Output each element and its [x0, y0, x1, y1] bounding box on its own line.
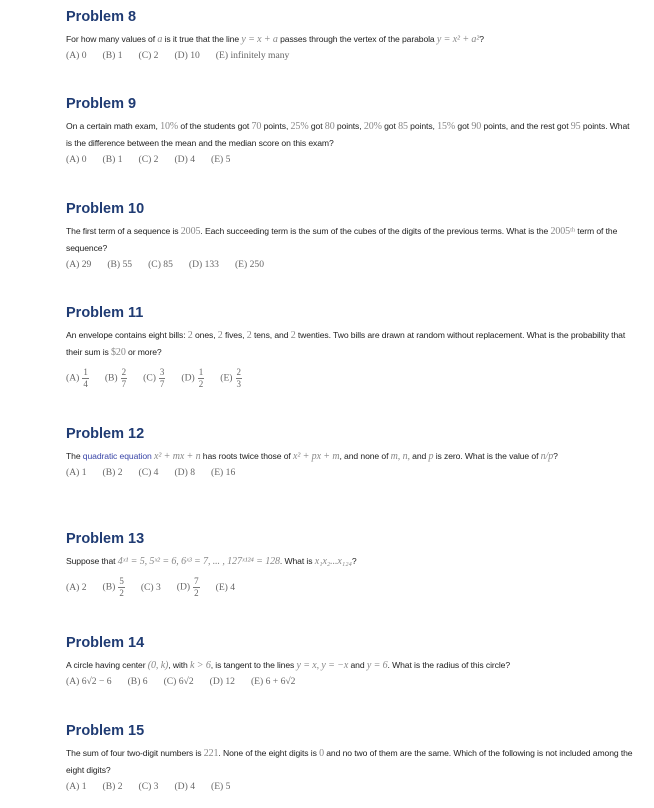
fraction-numerator: 3: [159, 367, 165, 377]
problem-15: [66, 722, 636, 795]
fraction-denominator: 7: [121, 379, 127, 389]
problem-8: [66, 8, 636, 64]
fraction-denominator: 2: [194, 588, 199, 598]
problem-title: Problem 10: [66, 201, 145, 217]
statement-text: got: [381, 121, 399, 131]
answer-choice[interactable]: (E) 4: [215, 581, 236, 593]
answer-choice[interactable]: (D) 4: [174, 781, 195, 792]
answer-choice[interactable]: (E) 16: [211, 467, 236, 478]
answer-choice[interactable]: (A) 2: [66, 581, 87, 593]
problem-title: Problem 9: [66, 96, 137, 112]
answer-choice[interactable]: (A) 1: [66, 781, 87, 792]
quadratic-equation-link[interactable]: quadratic equation: [82, 451, 152, 461]
math-number: 90: [471, 121, 482, 132]
answer-choice[interactable]: (B) 1: [102, 154, 123, 165]
statement-text: Suppose that: [66, 556, 118, 566]
fraction: [118, 576, 125, 599]
choice-label: (D): [181, 372, 195, 384]
problem-title: Problem 11: [66, 305, 144, 321]
math-expression: y = x, y = −x: [296, 660, 349, 671]
statement-text: The sum of four two-digit numbers is: [66, 748, 204, 758]
math-expression: m, n,: [390, 451, 410, 462]
problem-11: [66, 304, 636, 390]
answer-choice[interactable]: (A) 1: [66, 467, 87, 478]
answer-choice[interactable]: (B) 1: [102, 50, 123, 61]
statement-text: The first term of a sequence is: [66, 226, 181, 236]
answer-choice[interactable]: (A) 0: [66, 154, 87, 165]
math-number: 20%: [363, 121, 382, 132]
answer-choice[interactable]: (C) 2: [138, 154, 159, 165]
statement-text: . What is: [279, 556, 315, 566]
statement-text: tens, and: [251, 330, 291, 340]
answer-choice[interactable]: (D) 10: [174, 50, 200, 61]
statement-text: For how many values of: [66, 34, 158, 44]
math-expression: x₁x₂...x₁₂₄: [314, 556, 352, 567]
answer-choice[interactable]: (E) 6 + 6√2: [250, 676, 296, 687]
statement-text: and: [348, 660, 367, 670]
math-expression: (0, k): [147, 660, 169, 671]
math-number: 25%: [290, 121, 309, 132]
statement-text: ?: [553, 451, 558, 461]
math-expression: y = x² + a²: [436, 34, 480, 45]
answer-choice[interactable]: (E) 5: [211, 781, 231, 792]
fraction: [193, 576, 200, 599]
answer-choice[interactable]: (E) 250: [234, 259, 265, 270]
math-expression: k > 6: [190, 660, 211, 671]
statement-text: . None of the eight digits is: [218, 748, 320, 758]
answer-choices: [66, 152, 636, 168]
statement-text: , and none of: [339, 451, 391, 461]
problem-title: Problem 15: [66, 723, 145, 739]
fraction: [159, 367, 166, 390]
answer-choice[interactable]: (C) 3: [140, 581, 161, 593]
math-expression: 4ˣ¹ = 5, 5ˣ² = 6, 6ˣ³ = 7, ... , 127ˣ¹²⁴ = 128: [117, 556, 280, 567]
answer-choice[interactable]: (A) 6√2 − 6: [66, 676, 112, 687]
answer-choice[interactable]: (C) 2: [138, 50, 159, 61]
answer-choice[interactable]: (E) infinitely many: [215, 50, 290, 61]
answer-choice[interactable]: [143, 367, 165, 390]
problem-10: [66, 200, 636, 273]
problem-statement: [66, 553, 636, 570]
math-expression: n/p: [540, 451, 554, 462]
answer-choice[interactable]: [105, 367, 127, 390]
math-expression: x² + mx + n: [154, 451, 201, 462]
math-number: 2: [187, 330, 193, 341]
fraction: [121, 367, 128, 390]
choice-label: (B): [102, 581, 116, 593]
statement-text: The: [66, 451, 83, 461]
answer-choices: [66, 674, 636, 690]
statement-text: passes through the vertex of the parabola: [277, 34, 437, 44]
fraction-numerator: 7: [194, 576, 199, 586]
fraction-denominator: 4: [83, 379, 88, 389]
math-number: 10%: [160, 121, 179, 132]
math-number: $20: [111, 347, 126, 358]
math-expression: y = x + a: [241, 34, 278, 45]
answer-choice[interactable]: (D) 8: [174, 467, 195, 478]
problem-statement: [66, 448, 636, 465]
statement-text: On a certain math exam,: [66, 121, 161, 131]
statement-text: , is tangent to the lines: [210, 660, 297, 670]
choice-label: (E): [220, 372, 233, 384]
answer-choice[interactable]: [177, 576, 200, 599]
statement-text: A circle having center: [66, 660, 148, 670]
answer-choice[interactable]: (B) 2: [102, 467, 123, 478]
answer-choices: [66, 576, 636, 599]
math-number: 80: [324, 121, 335, 132]
fraction: [198, 367, 205, 390]
answer-choice[interactable]: (A) 29: [66, 259, 92, 270]
problem-9: [66, 95, 636, 168]
statement-text: points,: [407, 121, 438, 131]
math-number: 2005ᵗʰ: [550, 226, 576, 237]
answer-choices: [66, 779, 636, 795]
problem-statement: [66, 31, 636, 48]
answer-choice[interactable]: (B) 55: [107, 259, 133, 270]
statement-text: got: [455, 121, 472, 131]
fraction-numerator: 1: [198, 367, 204, 377]
answer-choice[interactable]: (D) 12: [209, 676, 235, 687]
statement-text: points,: [261, 121, 291, 131]
answer-choice[interactable]: [181, 367, 204, 390]
math-number: 95: [570, 121, 581, 132]
statement-text: points, and the rest got: [481, 121, 571, 131]
fraction: [82, 367, 89, 390]
statement-text: term of the sequence?: [66, 226, 618, 253]
statement-text: is zero. What is the value of: [433, 451, 541, 461]
choice-label: (D): [176, 581, 191, 593]
statement-text: ?: [351, 556, 357, 566]
math-expression: x² + px + m: [292, 451, 340, 462]
math-expression: a: [157, 34, 163, 45]
problem-14: [66, 634, 636, 690]
fraction-denominator: 3: [236, 379, 241, 389]
statement-text: twenties. Two bills are drawn at random without replacement. What is the probability that their sum is: [66, 330, 626, 357]
problem-statement: [66, 118, 636, 152]
fraction: [236, 367, 243, 390]
problem-12: [66, 425, 636, 481]
statement-text: got: [308, 121, 325, 131]
math-number: 2: [246, 330, 252, 341]
problem-title: Problem 13: [66, 531, 145, 547]
statement-text: and no two of them are the same. Which of the following is not included among the eight digits?: [66, 748, 633, 775]
statement-text: and: [409, 451, 429, 461]
choice-label: (C): [143, 372, 156, 384]
problem-statement: [66, 745, 636, 779]
statement-text: fives,: [222, 330, 247, 340]
fraction-numerator: 5: [119, 576, 124, 586]
answer-choice[interactable]: (C) 4: [138, 467, 159, 478]
math-expression: y = 6: [366, 660, 388, 671]
answer-choices: [66, 48, 636, 64]
statement-text: has roots twice those of: [200, 451, 293, 461]
statement-text: of the students got: [178, 121, 252, 131]
fraction-denominator: 2: [198, 379, 204, 389]
problem-title: Problem 12: [66, 426, 145, 442]
answer-choice[interactable]: (D) 4: [174, 154, 195, 165]
statement-text: points,: [334, 121, 364, 131]
choice-label: (B): [104, 372, 118, 384]
math-number: 0: [319, 748, 324, 759]
statement-text: , with: [168, 660, 191, 670]
fraction-numerator: 2: [236, 367, 241, 377]
math-number: 221: [203, 748, 219, 759]
answer-choice[interactable]: (B) 2: [102, 781, 123, 792]
math-number: 2: [217, 330, 223, 341]
answer-choice[interactable]: (E) 5: [211, 154, 231, 165]
problem-title: Problem 8: [66, 9, 137, 25]
statement-text: or more?: [125, 347, 162, 357]
answer-choice[interactable]: [66, 367, 89, 390]
answer-choice[interactable]: (C) 3: [138, 781, 159, 792]
answer-choices: [66, 257, 636, 273]
answer-choice[interactable]: (B) 6: [127, 676, 148, 687]
fraction-numerator: 1: [83, 367, 88, 377]
answer-choices: [66, 465, 636, 481]
math-expression: p: [428, 451, 434, 462]
choice-label: (A): [66, 372, 80, 384]
problem-13: [66, 530, 636, 599]
answer-choice[interactable]: (A) 0: [66, 50, 87, 61]
problem-title: Problem 14: [66, 635, 145, 651]
statement-text: is it true that the line: [162, 34, 242, 44]
statement-text: . Each succeeding term is the sum of the cubes of the digits of the previous terms. What is the: [200, 226, 551, 236]
statement-text: points. What is the difference between the mean and the median score on this exam?: [66, 121, 630, 148]
statement-text: ones,: [192, 330, 218, 340]
answer-choice[interactable]: [103, 576, 125, 599]
problem-statement: [66, 327, 636, 361]
math-number: 2: [290, 330, 296, 341]
statement-text: . What is the radius of this circle?: [387, 660, 511, 670]
math-number: 15%: [437, 121, 456, 132]
math-number: 85: [398, 121, 408, 132]
answer-choices: [66, 367, 636, 390]
fraction-numerator: 2: [121, 367, 127, 377]
answer-choice[interactable]: (D) 133: [188, 259, 219, 270]
math-number: 2005: [180, 226, 201, 237]
problem-statement: [66, 657, 636, 674]
answer-choice[interactable]: (C) 85: [148, 259, 173, 270]
statement-text: ?: [479, 34, 484, 44]
problem-statement: [66, 223, 636, 257]
fraction-denominator: 2: [119, 588, 124, 598]
answer-choice[interactable]: (C) 6√2: [163, 676, 194, 687]
fraction-denominator: 7: [159, 379, 165, 389]
math-number: 70: [251, 121, 262, 132]
statement-text: An envelope contains eight bills:: [66, 330, 188, 340]
answer-choice[interactable]: [220, 367, 242, 390]
